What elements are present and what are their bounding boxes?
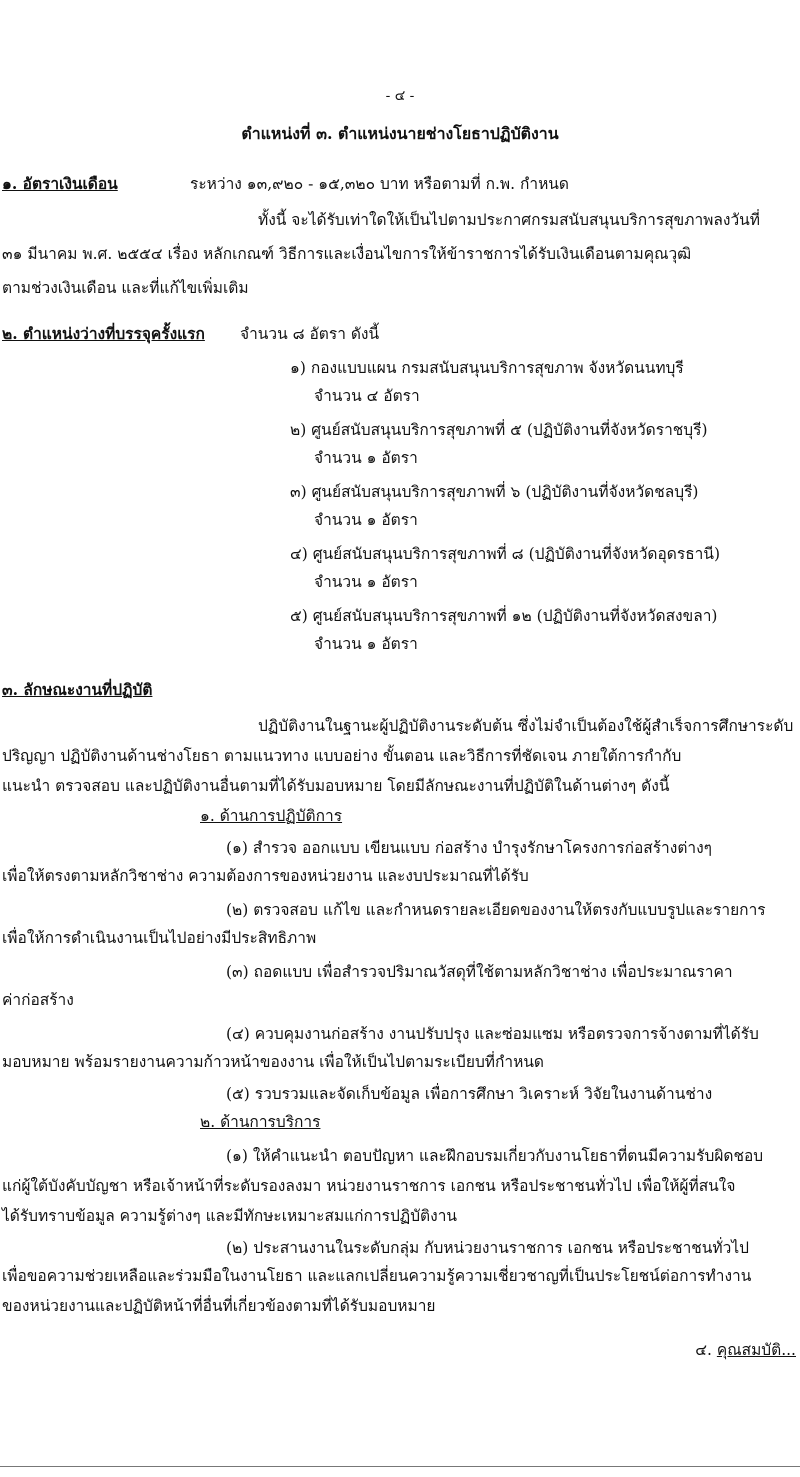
salary-para-line-2: ๓๑ มีนาคม พ.ศ. ๒๕๕๔ เรื่อง หลักเกณฑ์ วิธีการและเงื่อนไขการให้ข้าราชการได้รับเงินเดือนตามคุณวุฒิ (2, 245, 692, 263)
operations-item-2-line-2: เพื่อให้การดำเนินงานเป็นไปอย่างมีประสิทธิภาพ (2, 929, 317, 947)
services-item-2-line-3: ของหน่วยงานและปฏิบัติหน้าที่อื่นที่เกี่ยวข้องตามที่ได้รับมอบหมาย (2, 1297, 436, 1315)
operations-item-4-line-1: (๔) ควบคุมงานก่อสร้าง งานปรับปรุง และซ่อมแซม หรือตรวจการจ้างตามที่ได้รับ (226, 1025, 759, 1043)
salary-para-line-3: ตามช่วงเงินเดือน และที่แก้ไขเพิ่มเติม (2, 279, 249, 297)
services-item-2-line-1: (๒) ประสานงานในระดับกลุ่ม กับหน่วยงานราชการ เอกชน หรือประชาชนทั่วไป (226, 1239, 749, 1257)
footer-rule (0, 1466, 800, 1467)
vacancy-unit-2: ๒) ศูนย์สนับสนุนบริการสุขภาพที่ ๕ (ปฏิบัติงานที่จังหวัดราชบุรี) (290, 421, 708, 439)
vacancy-unit-4: ๔) ศูนย์สนับสนุนบริการสุขภาพที่ ๘ (ปฏิบัติงานที่จังหวัดอุดรธานี) (290, 545, 720, 563)
services-item-2-line-2: เพื่อขอความช่วยเหลือและร่วมมือในงานโยธา และแลกเปลี่ยนความรู้ความเชี่ยวชาญที่เป็นประโยชน์ต่อการทำงาน (2, 1267, 752, 1285)
continuation-text: คุณสมบัติ... (716, 1341, 796, 1359)
operations-item-1-line-2: เพื่อให้ตรงตามหลักวิชาช่าง ความต้องการของหน่วยงาน และงบประมาณที่ได้รับ (2, 867, 529, 885)
vacancy-count-2: จำนวน ๑ อัตรา (314, 449, 418, 467)
section2-heading: ๒. ตำแหน่งว่างที่บรรจุครั้งแรก (2, 324, 205, 343)
duties-intro-line-3: แนะนำ ตรวจสอบ และปฏิบัติงานอื่นตามที่ได้รับมอบหมาย โดยมีลักษณะงานที่ปฏิบัติในด้านต่างๆ ดังนี้ (2, 777, 670, 795)
operations-item-3-line-1: (๓) ถอดแบบ เพื่อสำรวจปริมาณวัสดุที่ใช้ตามหลักวิชาช่าง เพื่อประมาณราคา (226, 963, 733, 981)
duties-intro-line-1: ปฏิบัติงานในฐานะผู้ปฏิบัติงานระดับต้น ซึ่งไม่จำเป็นต้องใช้ผู้สำเร็จการศึกษาระดับ (258, 717, 794, 735)
services-item-1-line-1: (๑) ให้คำแนะนำ ตอบปัญหา และฝึกอบรมเกี่ยวกับงานโยธาที่ตนมีความรับผิดชอบ (226, 1147, 764, 1165)
continuation-note (695, 1340, 796, 1360)
vacancy-unit-5: ๕) ศูนย์สนับสนุนบริการสุขภาพที่ ๑๒ (ปฏิบัติงานที่จังหวัดสงขลา) (290, 607, 718, 625)
page-title: ตำแหน่งที่ ๓. ตำแหน่งนายช่างโยธาปฏิบัติงาน (241, 124, 559, 143)
operations-item-5-line-1: (๕) รวบรวมและจัดเก็บข้อมูล เพื่อการศึกษา วิเคราะห์ วิจัยในงานด้านช่าง (226, 1085, 713, 1103)
section1-heading: ๑. อัตราเงินเดือน (2, 174, 118, 193)
duties-intro-line-2: ปริญญา ปฏิบัติงานด้านช่างโยธา ตามแนวทาง แบบอย่าง ขั้นตอน และวิธีการที่ชัดเจน ภายใต้การกำกับ (2, 747, 682, 765)
continuation-prefix: ๔. (695, 1341, 712, 1359)
vacancy-count-1: จำนวน ๔ อัตรา (314, 387, 420, 405)
page-number: - ๔ - (385, 88, 415, 104)
operations-item-1-line-1: (๑) สำรวจ ออกแบบ เขียนแบบ ก่อสร้าง บำรุงรักษาโครงการก่อสร้างต่างๆ (226, 839, 712, 857)
vacancy-total: จำนวน ๘ อัตรา ดังนี้ (240, 325, 380, 343)
operations-item-4-line-2: มอบหมาย พร้อมรายงานความก้าวหน้าของงาน เพื่อให้เป็นไปตามระเบียบที่กำหนด (2, 1053, 544, 1071)
vacancy-count-4: จำนวน ๑ อัตรา (314, 573, 418, 591)
services-heading: ๒. ด้านการบริการ (200, 1113, 321, 1131)
operations-item-2-line-1: (๒) ตรวจสอบ แก้ไข และกำหนดรายละเอียดของงานให้ตรงกับแบบรูปและรายการ (226, 901, 766, 919)
services-item-1-line-3: ได้รับทราบข้อมูล ความรู้ต่างๆ และมีทักษะเหมาะสมแก่การปฏิบัติงาน (2, 1207, 457, 1225)
vacancy-unit-1: ๑) กองแบบแผน กรมสนับสนุนบริการสุขภาพ จังหวัดนนทบุรี (290, 359, 684, 377)
operations-heading: ๑. ด้านการปฏิบัติการ (200, 807, 343, 825)
vacancy-count-5: จำนวน ๑ อัตรา (314, 635, 418, 653)
vacancy-unit-3: ๓) ศูนย์สนับสนุนบริการสุขภาพที่ ๖ (ปฏิบัติงานที่จังหวัดชลบุรี) (290, 483, 699, 501)
section3-heading: ๓. ลักษณะงานที่ปฏิบัติ (2, 680, 153, 699)
salary-range: ระหว่าง ๑๓,๙๒๐ - ๑๕,๓๒๐ บาท หรือตามที่ ก.พ. กำหนด (190, 175, 569, 193)
services-item-1-line-2: แก่ผู้ใต้บังคับบัญชา หรือเจ้าหน้าที่ระดับรองลงมา หน่วยงานราชการ เอกชน หรือประชาชนทั่วไป เพื่อให้ผู้ที่สนใจ (2, 1177, 736, 1195)
salary-para-line-1: ทั้งนี้ จะได้รับเท่าใดให้เป็นไปตามประกาศกรมสนับสนุนบริการสุขภาพลงวันที่ (258, 211, 760, 229)
operations-item-3-line-2: ค่าก่อสร้าง (2, 991, 74, 1009)
vacancy-count-3: จำนวน ๑ อัตรา (314, 511, 418, 529)
